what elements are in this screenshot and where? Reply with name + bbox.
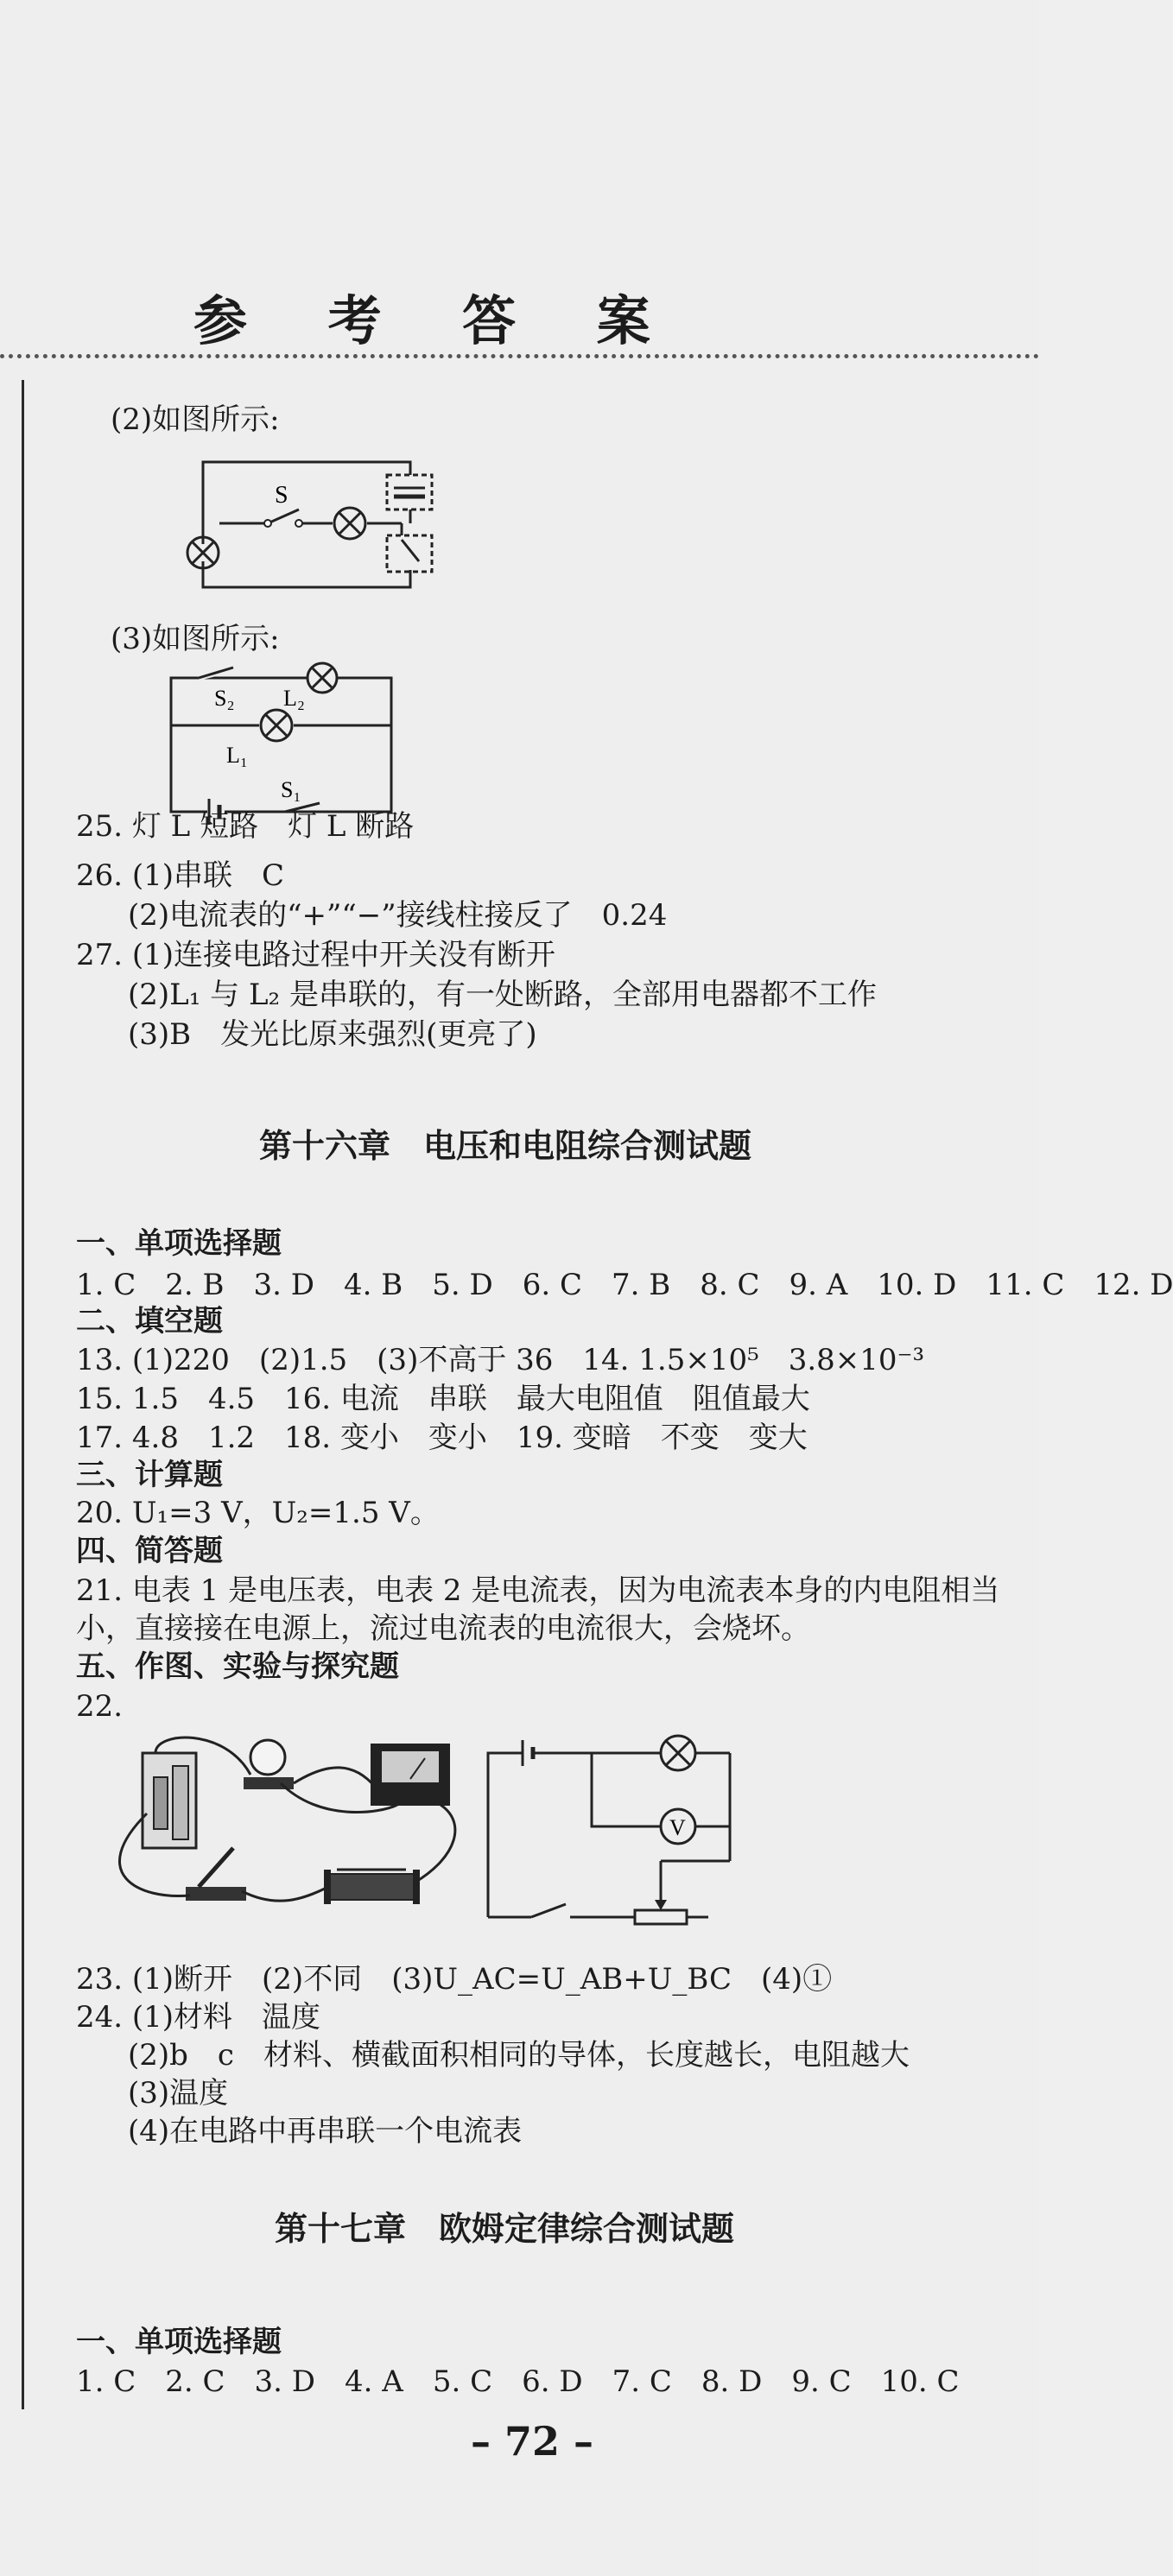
lamp-icon [661,1736,695,1770]
page-number: – 72 – [471,2418,594,2465]
chapter-title: 第十六章 电压和电阻综合测试题 [259,1126,752,1165]
answer-line: 小，直接接在电源上，流过电流表的电流很大，会烧坏。 [76,1611,810,1646]
answer-line: (2)如图所示: [111,402,280,437]
switch-s1-label: S₁ [281,777,301,802]
section-heading: 一、单项选择题 [76,2325,282,2359]
header-divider [0,354,1039,358]
voltmeter-icon [371,1744,449,1805]
margin-rule [22,380,24,2409]
answer-line: 27. (1)连接电路过程中开关没有断开 [76,938,556,972]
lamp-icon [334,508,365,539]
answer-line: 17. 4.8 1.2 18. 变小 变小 19. 变暗 不变 变大 [76,1421,808,1455]
switch-label: S [275,482,288,509]
rheostat-icon [324,1870,420,1904]
voltmeter-label: V [669,1815,686,1840]
apparatus-drawing [121,1727,484,1934]
page-header-title: 参 考 答 案 [193,289,682,352]
section-heading: 二、填空题 [76,1304,223,1339]
answer-line: (3)B 发光比原来强烈(更亮了) [128,1017,537,1052]
answer-line: (2)电流表的“+”“−”接线柱接反了 0.24 [128,898,668,933]
answer-line: 22. [76,1689,124,1724]
lamp-icon [261,710,292,741]
voltmeter-symbol-icon [661,1809,695,1844]
answer-line: (3)如图所示: [111,622,280,656]
answer-line: 24. (1)材料 温度 [76,2000,321,2035]
answer-line: 23. (1)断开 (2)不同 (3)U_AC=U_AB+U_BC (4)① [76,1962,833,1997]
knife-switch-icon [186,1848,246,1901]
answer-line: 26. (1)串联 C [76,858,285,893]
answer-line: 1. C 2. B 3. D 4. B 5. D 6. C 7. B 8. C 9. A 10. D 11. C 12. D [76,1268,1173,1302]
answer-line: 15. 1.5 4.5 16. 电流 串联 最大电阻值 阻值最大 [76,1382,810,1416]
answer-line: (2)b c 材料、横截面积相同的导体，长度越长，电阻越大 [128,2038,910,2073]
section-heading: 一、单项选择题 [76,1226,282,1261]
section-heading: 三、计算题 [76,1458,223,1492]
circuit-diagram-fig22 [484,1744,743,1943]
lamp-l2-label: L₂ [283,686,305,711]
circuit-diagram-fig2 [164,449,458,596]
chapter-title: 第十七章 欧姆定律综合测试题 [275,2209,735,2248]
battery-box-icon [143,1753,196,1848]
lamp-l1-label: L₁ [226,743,248,768]
switch-s2-label: S₂ [214,686,235,711]
answer-line: 20. U₁=3 V，U₂=1.5 V。 [76,1496,440,1530]
section-heading: 四、简答题 [76,1534,223,1568]
answer-line: (4)在电路中再串联一个电流表 [128,2114,523,2149]
answer-line: 25. 灯 L 短路 灯 L 断路 [76,809,415,844]
answer-line: 13. (1)220 (2)1.5 (3)不高于 36 14. 1.5×10⁵ 3.8×10⁻³ [76,1343,925,1377]
answer-line: 21. 电表 1 是电压表，电表 2 是电流表，因为电流表本身的内电阻相当 [76,1573,1000,1608]
lamp-icon [307,663,338,693]
circuit-diagram-fig3 [164,661,397,825]
answer-line: 1. C 2. C 3. D 4. A 5. C 6. D 7. C 8. D 9. C 10. C [76,2364,960,2399]
section-heading: 五、作图、实验与探究题 [76,1649,399,1684]
bulb-icon [244,1740,294,1789]
answer-line: (3)温度 [128,2076,229,2111]
answer-line: (2)L₁ 与 L₂ 是串联的，有一处断路，全部用电器都不工作 [128,978,877,1012]
